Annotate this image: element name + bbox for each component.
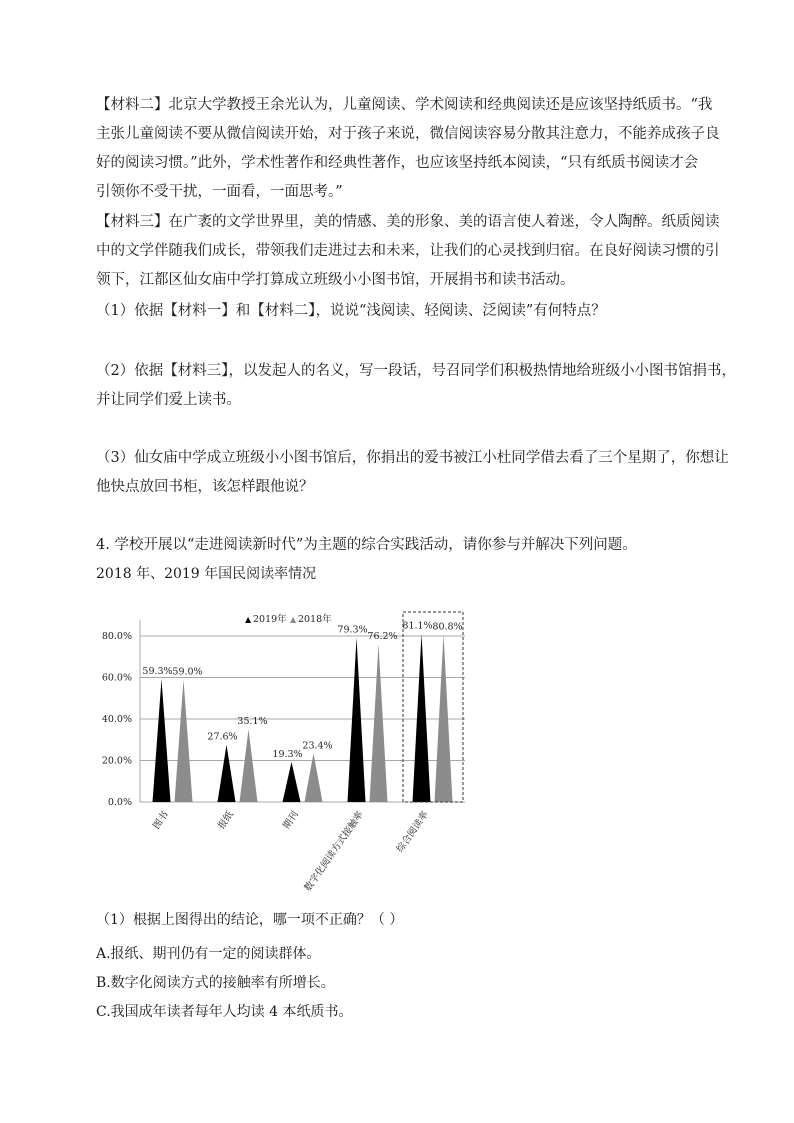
text-line: 中的文学伴随我们成长，带领我们走进过去和未来，让我们的心灵找到归宿。在良好阅读习惯的引 — [96, 243, 720, 259]
question-2 — [96, 357, 736, 415]
data-label: 81.1% — [402, 620, 433, 632]
data-label: 59.3% — [142, 665, 173, 677]
bar-2019 — [283, 762, 301, 802]
bar-2018 — [240, 729, 258, 802]
y-tick-label: 40.0% — [101, 714, 132, 725]
text-line: 2018 年、2019 年国民阅读率情况 — [96, 566, 317, 582]
text-line: （2）依据【材料三】，以发起人的名义，写一段话，号召同学们积极热情地给班级小小图书馆捐书， — [96, 363, 736, 379]
question-1 — [96, 297, 706, 326]
highlight-box — [403, 612, 463, 802]
bar-2019 — [413, 634, 431, 802]
legend-label: 2019年 — [253, 614, 287, 625]
text-line: 他快点放回书柜，该怎样跟他说？ — [96, 479, 314, 495]
data-label: 35.1% — [237, 716, 268, 728]
text-line: 领下，江都区仙女庙中学打算成立班级小小图书馆，开展捐书和读书活动。 — [96, 272, 575, 288]
y-tick-label: 60.0% — [101, 672, 132, 684]
material-2-paragraph — [96, 91, 720, 207]
bar-2019 — [218, 745, 236, 802]
data-label: 27.6% — [207, 731, 238, 743]
option-b: B.数字化阅读方式的接触率有所增长。 — [96, 975, 335, 991]
bar-2019 — [348, 637, 366, 802]
bar-2018 — [370, 644, 388, 802]
legend-marker: ▲ — [290, 615, 297, 624]
question-3 — [96, 444, 729, 502]
text-line: （1）依据【材料一】和【材料二】，说说“浅阅读、轻阅读、泛阅读”有何特点？ — [96, 303, 606, 319]
y-tick-label: 80.0% — [101, 631, 132, 642]
bar-2019 — [153, 679, 171, 802]
text-line: 并让同学们爱上读书。 — [96, 392, 241, 408]
category-label: 数字化阅读方式接触率 — [302, 809, 366, 894]
category-label: 期刊 — [281, 809, 301, 832]
text-line: 4. 学校开展以“走进阅读新时代”为主题的综合实践活动，请你参与并解决下列问题。 — [96, 537, 637, 553]
text-line: （1）根据上图得出的结论，哪一项不正确？（ ） — [96, 912, 404, 928]
text-line: 好的阅读习惯。”此外，学术性著作和经典性著作，也应该坚持纸本阅读，“只有纸质书阅读才会 — [96, 155, 699, 171]
category-label: 报纸 — [216, 809, 236, 832]
y-tick-label: 20.0% — [101, 755, 132, 767]
sub-question-1 — [96, 906, 706, 935]
legend-marker: ▲ — [245, 615, 252, 624]
material-3-paragraph — [96, 208, 720, 295]
reading-rate-chart — [90, 600, 490, 900]
text-line: 【材料三】在广袤的文学世界里，美的情感、美的形象、美的语言使人着迷，令人陶醉。纸质阅读 — [96, 214, 720, 230]
data-label: 79.3% — [337, 624, 368, 636]
data-label: 80.8% — [432, 621, 463, 633]
data-label: 19.3% — [272, 748, 303, 760]
legend-label: 2018年 — [298, 614, 332, 625]
category-label: 综合阅读率 — [394, 809, 431, 855]
data-label: 59.0% — [172, 666, 203, 678]
text-line: （3）仙女庙中学成立班级小小图书馆后，你捐出的爱书被江小杜同学借去看了三个星期了，你想让 — [96, 450, 729, 466]
question-4-intro — [96, 531, 706, 560]
text-line: 【材料二】北京大学教授王余光认为，儿童阅读、学术阅读和经典阅读还是应该坚持纸质书。“我 — [96, 97, 713, 113]
chart-caption — [96, 560, 706, 589]
data-label: 76.2% — [367, 630, 398, 642]
y-tick-label: 0.0% — [107, 797, 132, 808]
text-line: 引领你不受干扰，一面看，一面思考。” — [96, 184, 343, 200]
option-a: A.报纸、期刊仍有一定的阅读群体。 — [96, 946, 321, 962]
text-line: 主张儿童阅读不要从微信阅读开始，对于孩子来说，微信阅读容易分散其注意力，不能养成孩子良 — [96, 126, 720, 142]
data-label: 23.4% — [302, 740, 333, 752]
option-c: C.我国成年读者每年人均读 4 本纸质书。 — [96, 1004, 353, 1020]
bar-2018 — [435, 634, 453, 802]
category-label: 图书 — [151, 809, 171, 832]
bar-2018 — [175, 680, 193, 802]
